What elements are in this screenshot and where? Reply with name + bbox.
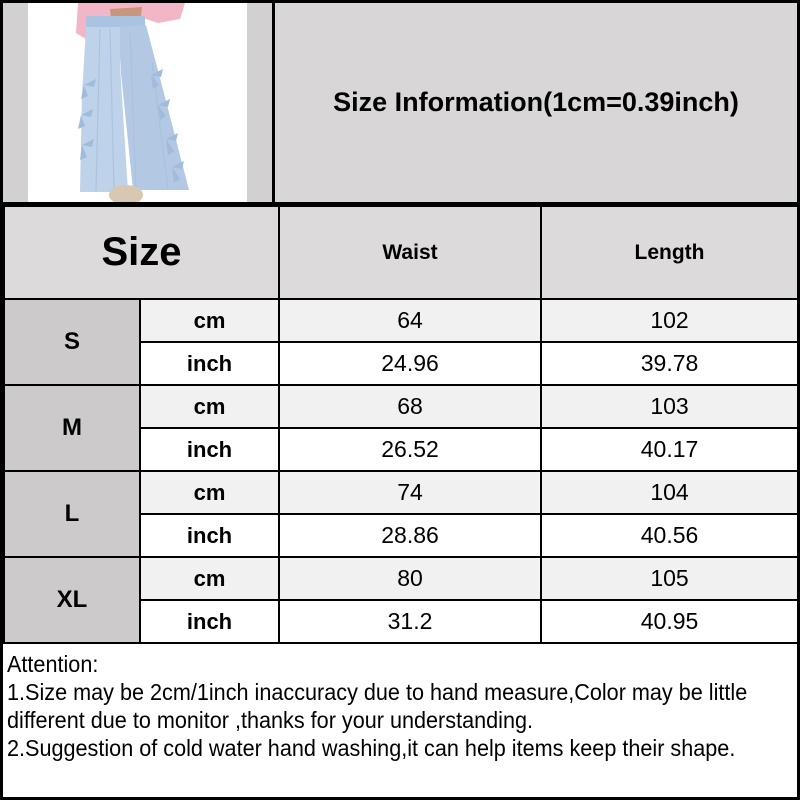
attention-title: Attention: bbox=[7, 651, 99, 677]
length-value: 104 bbox=[541, 471, 798, 514]
attention-line-2: different due to monitor ,thanks for your understanding. bbox=[7, 707, 534, 733]
waist-value: 26.52 bbox=[279, 428, 541, 471]
pants-product-image bbox=[28, 3, 247, 202]
product-photo-cell bbox=[3, 3, 275, 202]
attention-note bbox=[3, 644, 797, 797]
length-value: 102 bbox=[541, 299, 798, 342]
length-value: 105 bbox=[541, 557, 798, 600]
size-info-header bbox=[275, 3, 797, 202]
length-value: 103 bbox=[541, 385, 798, 428]
unit-cell: cm bbox=[140, 471, 279, 514]
unit-cell: inch bbox=[140, 428, 279, 471]
length-value: 40.95 bbox=[541, 600, 798, 643]
size-label-xl: XL bbox=[4, 557, 140, 643]
unit-cell: cm bbox=[140, 385, 279, 428]
size-table bbox=[3, 205, 799, 644]
length-value: 40.56 bbox=[541, 514, 798, 557]
size-label-l: L bbox=[4, 471, 140, 557]
waist-value: 24.96 bbox=[279, 342, 541, 385]
column-header-length: Length bbox=[541, 206, 798, 299]
photo-left-bar bbox=[3, 3, 28, 202]
page-title: Size Information(1cm=0.39inch) bbox=[333, 87, 739, 117]
photo-right-bar bbox=[247, 3, 272, 202]
attention-line-1: 1.Size may be 2cm/1inch inaccuracy due to hand measure,Color may be little bbox=[7, 679, 748, 705]
product-photo bbox=[28, 3, 247, 202]
table-row bbox=[4, 471, 798, 514]
table-header-row bbox=[4, 206, 798, 299]
length-value: 39.78 bbox=[541, 342, 798, 385]
unit-cell: inch bbox=[140, 600, 279, 643]
size-label-s: S bbox=[4, 299, 140, 385]
size-label-m: M bbox=[4, 385, 140, 471]
column-header-waist: Waist bbox=[279, 206, 541, 299]
waist-value: 80 bbox=[279, 557, 541, 600]
table-row bbox=[4, 299, 798, 342]
waist-value: 31.2 bbox=[279, 600, 541, 643]
unit-cell: inch bbox=[140, 342, 279, 385]
column-header-size: Size bbox=[4, 206, 279, 299]
unit-cell: cm bbox=[140, 299, 279, 342]
unit-cell: cm bbox=[140, 557, 279, 600]
attention-line-3: 2.Suggestion of cold water hand washing,it can help items keep their shape. bbox=[7, 735, 736, 761]
waist-value: 68 bbox=[279, 385, 541, 428]
table-row bbox=[4, 385, 798, 428]
table-row bbox=[4, 557, 798, 600]
waist-value: 28.86 bbox=[279, 514, 541, 557]
length-value: 40.17 bbox=[541, 428, 798, 471]
waist-value: 74 bbox=[279, 471, 541, 514]
waist-value: 64 bbox=[279, 299, 541, 342]
top-section bbox=[3, 3, 797, 205]
unit-cell: inch bbox=[140, 514, 279, 557]
